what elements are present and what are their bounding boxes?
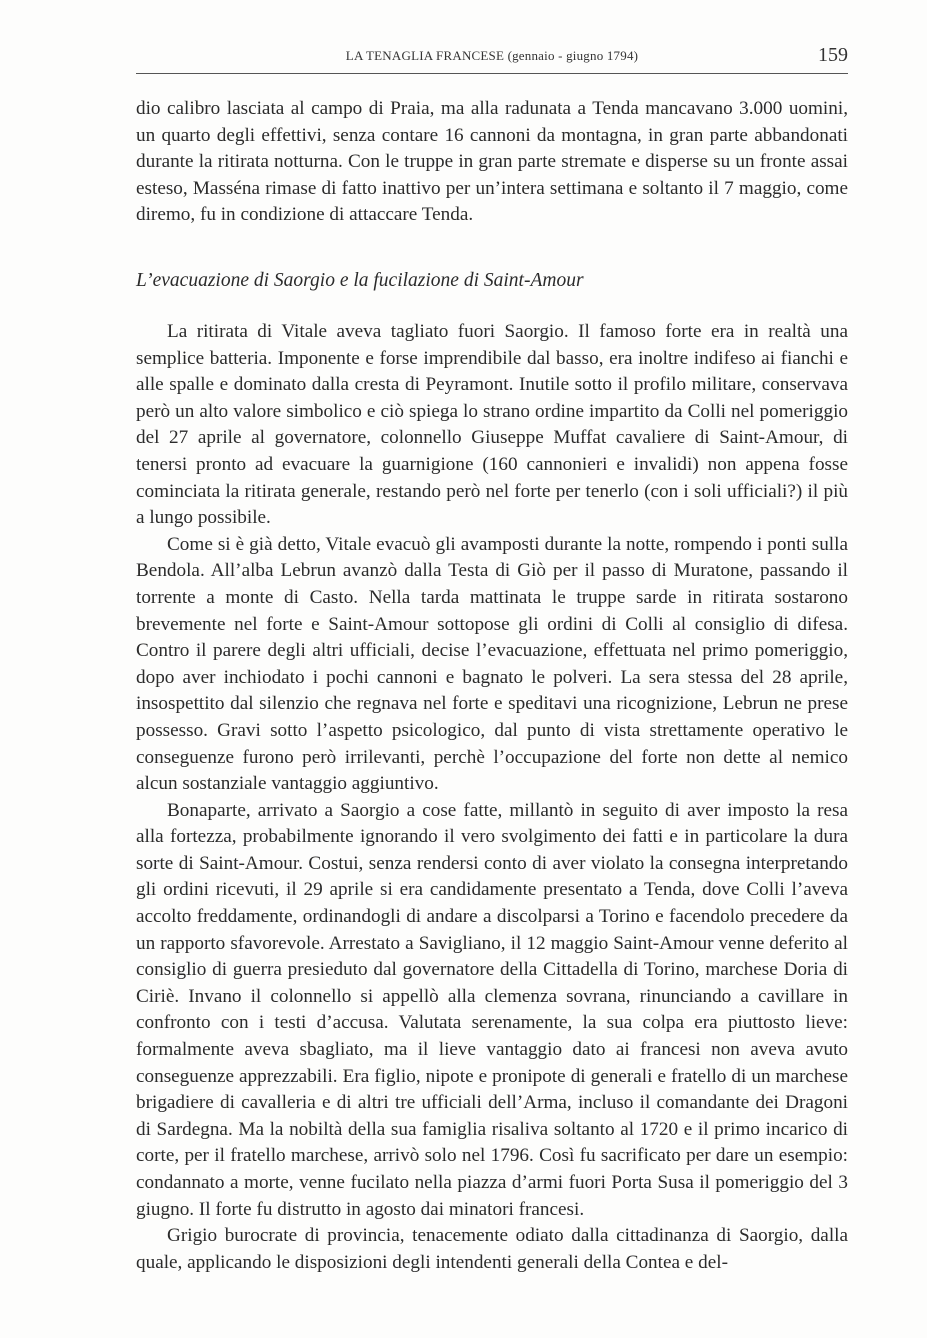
section-heading: L’evacuazione di Saorgio e la fucilazione di Saint-Amour [136, 270, 584, 291]
paragraph: Grigio burocrate di provincia, tenacemente odiato dalla cittadinanza di Saorgio, dalla quale, applicando le disposizioni degli intendenti generali della Contea e del- [136, 1225, 848, 1273]
page-number: 159 [818, 44, 848, 66]
paragraph: Bonaparte, arrivato a Saorgio a cose fatte, millantò in seguito di aver imposto la resa alla fortezza, probabilmente ignorando il vero svolgimento dei fatti e in particolare la dura sorte di Saint-Amour. Costui, senza rendersi conto di aver violato la consegna interpretando gli ordini ricevuti, il 29 aprile si era candidamente presentato a Tenda, dove Colli l’aveva accolto freddamente, ordinandogli di andare a discolparsi a Torino e facendolo precedere da un rapporto sfavorevole. Arrestato a Savigliano, il 12 maggio Saint-Amour venne deferito al consiglio di guerra presieduto dal governatore della Cittadella di Torino, marchese Doria di Ciriè. Invano il colonnello si appellò alla clemenza sovrana, rinunciando a cavillare in confronto con i testi d’accusa. Valutata serenamente, la sua colpa era piuttosto lieve: formalmente aveva sbagliato, ma il lieve vantaggio dato ai francesi non aveva avuto conseguenze apprezzabili. Era figlio, nipote e pronipote di generali e fratello di un marchese brigadiere di cavalleria e di altri tre ufficiali dell’Arma, incluso il comandante dei Dragoni di Sardegna. Ma la nobiltà della sua famiglia risaliva soltanto al 1720 e il primo incarico di corte, per il fratello marchese, arrivò solo nel 1796. Così fu sacrificato per dare un esempio: condannato a morte, venne fucilato nella piazza d’armi fuori Porta Susa il pomeriggio del 3 giugno. Il forte fu distrutto in agosto dai minatori francesi. [136, 799, 848, 1220]
paragraph: dio calibro lasciata al campo di Praia, ma alla radunata a Tenda mancavano 3.000 uomini, un quarto degli effettivi, senza contare 16 cannoni da montagna, in gran parte abbandonati durante la ritirata notturna. Con le truppe in gran parte stremate e disperse su un fronte assai esteso, Masséna rimase di fatto inattivo per un’intera settimana e soltanto il 7 maggio, come diremo, fu in condizione di attaccare Tenda. [136, 98, 848, 226]
header-rule [136, 73, 848, 74]
running-head [136, 44, 848, 72]
running-title: LA TENAGLIA FRANCESE (gennaio - giugno 1794) [345, 48, 639, 63]
text-block-after-heading [136, 319, 848, 1276]
paragraph: La ritirata di Vitale aveva tagliato fuori Saorgio. Il famoso forte era in realtà una semplice batteria. Imponente e forse imprendibile dal basso, era inoltre indifeso ai fianchi e alle spalle e dominato dalla cresta di Peyramont. Inutile sotto il profilo militare, conservava però un alto valore simbolico e ciò spiega lo strano ordine impartito da Colli nel pomeriggio del 27 aprile al governatore, colonnello Giuseppe Muffat cavaliere di Saint-Amour, di tenersi pronto ad evacuare la guarnigione (160 cannonieri e invalidi) non appena fosse cominciata la ritirata generale, restando però nel forte per tenerlo (con i soli ufficiali?) il più a lungo possibile. [136, 321, 848, 529]
paragraph: Come si è già detto, Vitale evacuò gli avamposti durante la notte, rompendo i ponti sulla Bendola. All’alba Lebrun avanzò dalla Testa di Giò per il passo di Muratone, passando il torrente a monte di Casto. Nella tarda mattinata le truppe sarde in ritirata sostarono brevemente nel forte e Saint-Amour sottopose gli ordini di Colli al consiglio di difesa. Contro il parere degli altri ufficiali, decise l’evacuazione, effettuata nel primo pomeriggio, dopo aver inchiodato i pochi cannoni e bagnato le polveri. La sera stessa del 28 aprile, insospettito dal silenzio che regnava nel forte e speditavi una ricognizione, Lebrun ne prese possesso. Gravi sotto l’aspetto psicologico, dal punto di vista strettamente operativo le conseguenze furono però irrilevanti, perchè l’occupazione del forte non dette al nemico alcun sostanziale vantaggio aggiuntivo. [136, 533, 848, 795]
text-block-before-heading [136, 96, 848, 229]
